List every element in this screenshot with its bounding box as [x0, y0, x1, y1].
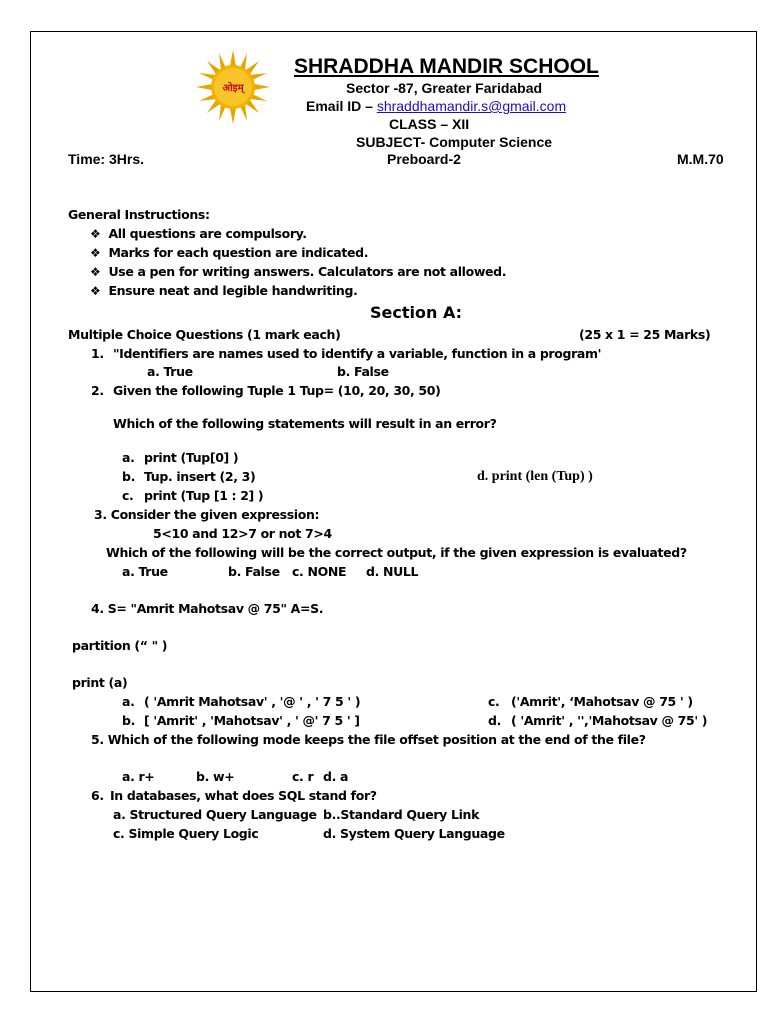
q2-option-c-label: c. — [122, 488, 134, 503]
q4-option-a: ( 'Amrit Mahotsav' , '@ ' , ' 7 5 ' ) — [144, 694, 361, 709]
q5-option-c: c. r — [292, 769, 314, 784]
question-4-text: 4. S= "Amrit Mahotsav @ 75" A=S. — [91, 601, 324, 616]
instructions-heading: General Instructions: — [68, 207, 210, 222]
q2-option-c: print (Tup [1 : 2] ) — [144, 488, 264, 503]
question-4-partition: partition (“ " ) — [72, 638, 168, 653]
q1-option-b: b. False — [337, 364, 389, 379]
q2-option-d: d. print (len (Tup) ) — [477, 469, 593, 484]
q5-option-b: b. w+ — [196, 769, 235, 784]
exam-label: Preboard-2 — [387, 151, 461, 167]
question-2-prompt: Which of the following statements will result in an error? — [113, 416, 497, 431]
question-4-print: print (a) — [72, 675, 128, 690]
q4-option-c: ('Amrit', ‘Mahotsav @ 75 ' ) — [511, 694, 693, 709]
q4-option-b-label: b. — [122, 713, 135, 728]
q3-option-c: c. NONE — [292, 564, 347, 579]
q5-option-a: a. r+ — [122, 769, 155, 784]
question-2-number: 2. — [91, 383, 104, 398]
section-marks: (25 x 1 = 25 Marks) — [579, 327, 711, 342]
question-1-text: "Identifiers are names used to identify a variable, function in a program' — [113, 346, 602, 361]
school-logo-sun-icon — [196, 50, 270, 124]
q6-option-a: a. Structured Query Language — [113, 807, 317, 822]
q2-option-b-label: b. — [122, 469, 135, 484]
q4-option-a-label: a. — [122, 694, 135, 709]
q6-option-c: c. Simple Query Logic — [113, 826, 259, 841]
q6-option-b: b..Standard Query Link — [323, 807, 480, 822]
q4-option-c-label: c. — [488, 694, 500, 709]
question-3-expression: 5<10 and 12>7 or not 7>4 — [153, 526, 332, 541]
max-marks-label: M.M.70 — [677, 151, 724, 167]
diamond-bullet-icon: ❖ — [90, 246, 101, 260]
question-2-text: Given the following Tuple 1 Tup= (10, 20, 30, 50) — [113, 383, 441, 398]
q3-option-d: d. NULL — [366, 564, 419, 579]
q5-option-d: d. a — [323, 769, 349, 784]
question-3-prompt: Which of the following will be the correct output, if the given expression is evaluated? — [106, 545, 687, 560]
diamond-bullet-icon: ❖ — [90, 284, 101, 298]
q6-option-d: d. System Query Language — [323, 826, 505, 841]
q3-option-b: b. False — [228, 564, 280, 579]
q4-option-d-label: d. — [488, 713, 501, 728]
instruction-item: ❖ Use a pen for writing answers. Calculators are not allowed. — [90, 264, 507, 279]
question-3-text: 3. Consider the given expression: — [94, 507, 320, 522]
logo-text: ओइम् — [222, 83, 244, 94]
q3-option-a: a. True — [122, 564, 168, 579]
q4-option-b: [ 'Amrit' , 'Mahotsav' , ' @' 7 5 ' ] — [144, 713, 360, 728]
q2-option-a-label: a. — [122, 450, 135, 465]
email-line — [306, 98, 566, 114]
time-label: Time: 3Hrs. — [68, 151, 144, 167]
q2-option-a: print (Tup[0] ) — [144, 450, 239, 465]
email-label: Email ID – — [306, 98, 377, 114]
diamond-bullet-icon: ❖ — [90, 265, 101, 279]
question-6-text: In databases, what does SQL stand for? — [110, 788, 377, 803]
q4-option-d: ( 'Amrit' , '','Mahotsav @ 75' ) — [511, 713, 708, 728]
school-name: SHRADDHA MANDIR SCHOOL — [294, 55, 599, 78]
question-6-number: 6. — [91, 788, 104, 803]
school-address: Sector -87, Greater Faridabad — [346, 80, 543, 96]
section-title: Section A: — [370, 303, 463, 322]
instruction-item: ❖ Ensure neat and legible handwriting. — [90, 283, 358, 298]
subject-label: SUBJECT- Computer Science — [356, 134, 553, 150]
q2-option-b: Tup. insert (2, 3) — [144, 469, 256, 484]
question-1-number: 1. — [91, 346, 104, 361]
section-subtitle: Multiple Choice Questions (1 mark each) — [68, 327, 341, 342]
question-5-text: 5. Which of the following mode keeps the file offset position at the end of the file? — [91, 732, 646, 747]
instruction-item: ❖ All questions are compulsory. — [90, 226, 307, 241]
instruction-item: ❖ Marks for each question are indicated. — [90, 245, 369, 260]
email-link[interactable]: shraddhamandir.s@gmail.com — [376, 98, 567, 114]
q1-option-a: a. True — [147, 364, 193, 379]
class-label: CLASS – XII — [389, 116, 470, 132]
diamond-bullet-icon: ❖ — [90, 227, 101, 241]
